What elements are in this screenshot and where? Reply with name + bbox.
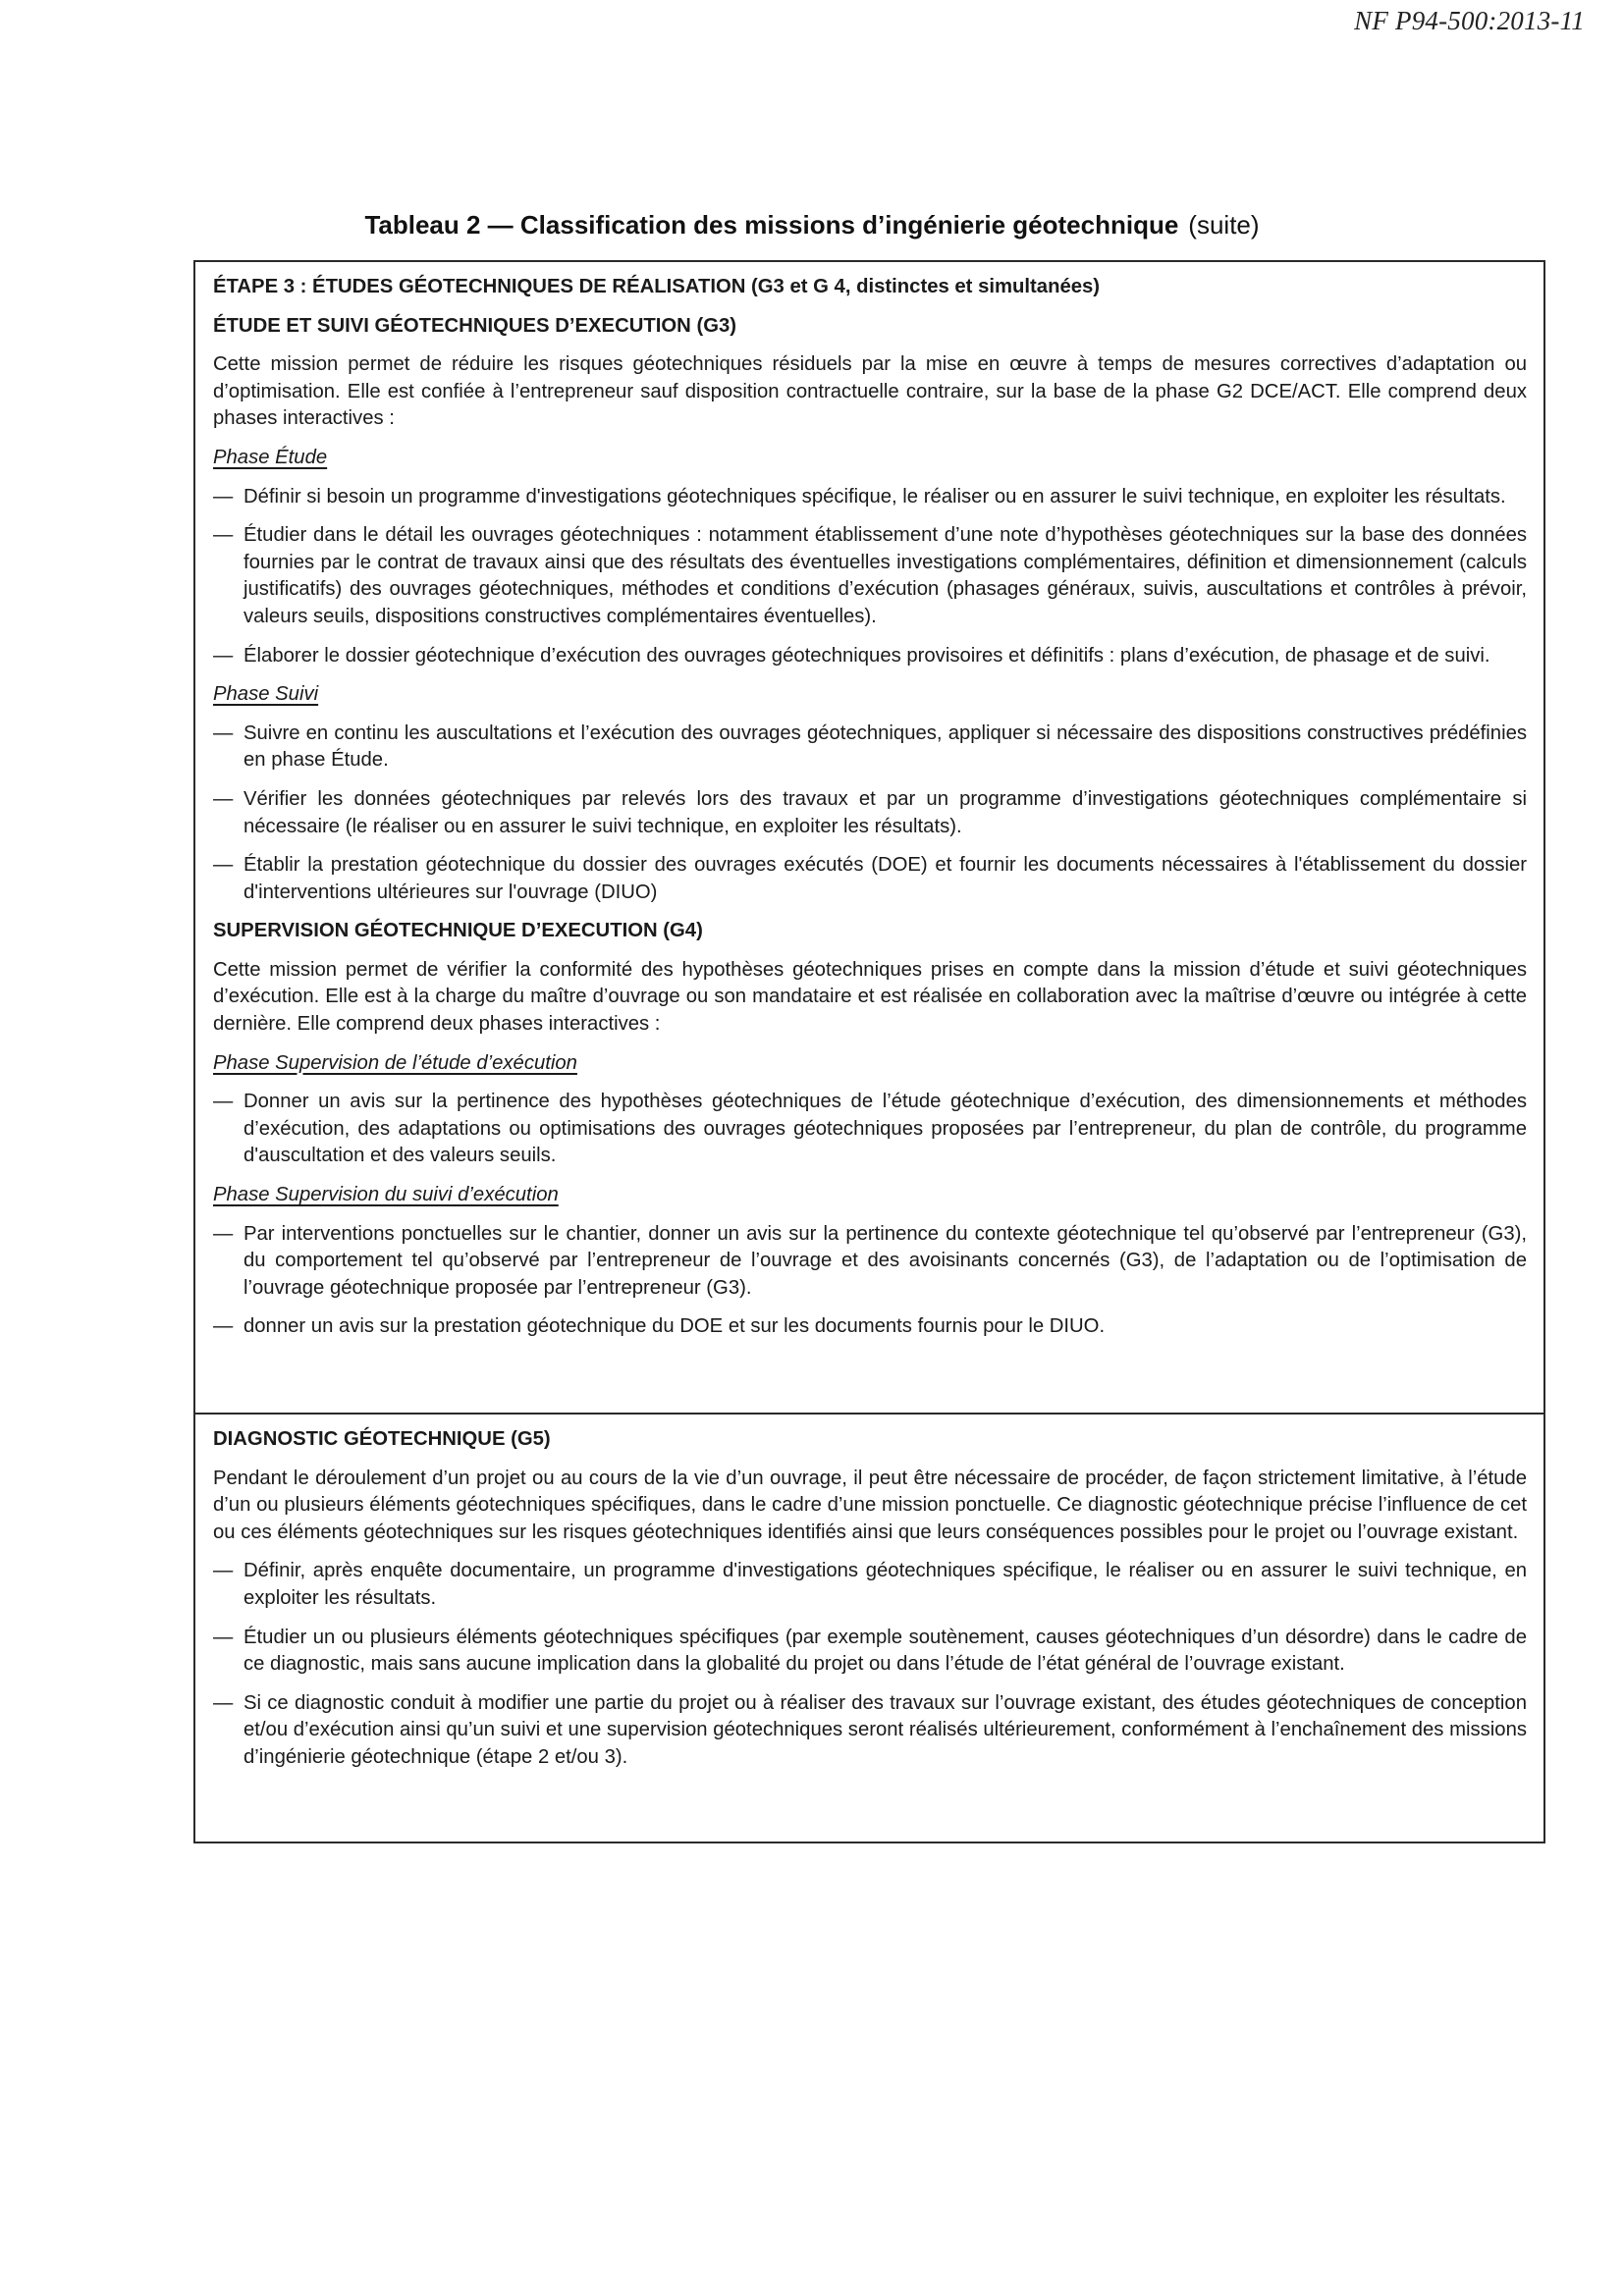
list-item: — Suivre en continu les auscultations et l’exécution des ouvrages géotechniques, appliquer si nécessaire des dispositions constructives prédéfinies en phase Étude. (213, 721, 1527, 772)
missions-table (193, 260, 1545, 1843)
bullet-dash: — (213, 1091, 234, 1113)
list-item: — Vérifier les données géotechniques par relevés lors des travaux et par un programme d’investigations géotechniques complémentaire si nécessaire (le réaliser ou en assurer le suivi technique, en exploiter les résultats). (213, 787, 1527, 837)
document-reference: NF P94-500:2013-11 (1354, 6, 1585, 35)
phase-etude-label: Phase Étude (213, 446, 328, 468)
g3-intro: Cette mission permet de réduire les risques géotechniques résiduels par la mise en œuvre à temps de mesures correctives d’adaptation ou d’optimisation. Elle est confiée à l’entrepreneur sauf disposition contractuelle contraire, sur la base de la phase G2 DCE/ACT. Elle comprend deux phases interactives : (213, 353, 1527, 430)
g5-heading: DIAGNOSTIC GÉOTECHNIQUE (G5) (213, 1428, 551, 1450)
step-heading: ÉTAPE 3 : ÉTUDES GÉOTECHNIQUES DE RÉALISATION (G3 et G 4, distinctes et simultanées) (213, 276, 1101, 297)
table-title-suffix: (suite) (1188, 210, 1260, 240)
bullet-dash: — (213, 1315, 234, 1338)
phase-suivi-label: Phase Suivi (213, 683, 319, 706)
bullet-dash: — (213, 787, 234, 810)
list-item: — donner un avis sur la prestation géotechnique du DOE et sur les documents fournis pour le DIUO. (213, 1313, 1527, 1341)
bullet-dash: — (213, 1626, 234, 1648)
table-cell-etape-3 (195, 262, 1543, 1413)
g5-intro: Pendant le déroulement d’un projet ou au cours de la vie d’un ouvrage, il peut être nécessaire de procéder, de façon strictement limitative, à l’étude d’un ou plusieurs éléments géotechniques spécifiques, dans le cadre d’une mission ponctuelle. Ce diagnostic géotechnique précise l’influence de cet ou ces éléments géotechniques sur les risques géotechniques identifiés ainsi que leurs conséquences possibles pour le projet ou l’ouvrage existant. (213, 1467, 1527, 1543)
table-title (0, 210, 1624, 240)
list-item: — Établir la prestation géotechnique du dossier des ouvrages exécutés (DOE) et fournir les documents nécessaires à l'établissement du dossier d'interventions ultérieures sur l'ouvrage (DIUO) (213, 854, 1527, 903)
g4-heading: SUPERVISION GÉOTECHNIQUE D’EXECUTION (G4) (213, 920, 703, 942)
phase-supervision-etude-label: Phase Supervision de l’étude d’exécution (213, 1051, 577, 1074)
bullet-dash: — (213, 644, 234, 667)
bullet-dash: — (213, 485, 234, 507)
bullet-dash: — (213, 854, 234, 877)
table-cell-g5 (195, 1413, 1543, 1842)
g4-intro: Cette mission permet de vérifier la conformité des hypothèses géotechniques prises en compte dans la mission d’étude et suivi géotechniques d’exécution. Elle est à la charge du maître d’ouvrage ou son mandataire et est réalisée en collaboration avec la maîtrise d’œuvre ou intégrée à cette dernière. Elle comprend deux phases interactives : (213, 958, 1527, 1036)
bullet-dash: — (213, 721, 234, 744)
bullet-dash: — (213, 1691, 234, 1714)
list-item: — Étudier un ou plusieurs éléments géotechniques spécifiques (par exemple soutènement, causes géotechniques d’un désordre) dans le cadre de ce diagnostic, mais sans aucune implication dans la globalité du projet ou dans l’étude de l’état général de l’ouvrage existant. (213, 1626, 1527, 1676)
g3-heading: ÉTUDE ET SUIVI GÉOTECHNIQUES D’EXECUTION (G3) (213, 314, 737, 337)
list-item: — Définir, après enquête documentaire, un programme d'investigations géotechniques spécifique, le réaliser ou en assurer le suivi technique, en exploiter les résultats. (213, 1560, 1527, 1609)
bullet-dash: — (213, 1560, 234, 1582)
list-item: — Si ce diagnostic conduit à modifier une partie du projet ou à réaliser des travaux sur l’ouvrage existant, des études géotechniques de conception et/ou d’exécution ainsi qu’un suivi et une supervision géotechniques seront réalisés ultérieurement, conformément à l’enchaînement des missions d’ingénierie géotechnique (étape 2 et/ou 3). (213, 1691, 1527, 1768)
list-item: — Donner un avis sur la pertinence des hypothèses géotechniques de l’étude géotechnique d’exécution, des dimensionnements et méthodes d’exécution, des adaptations ou optimisations des ouvrages géotechniques proposées par l’entrepreneur, du plan de contrôle, du programme d'auscultation et des valeurs seuils. (213, 1091, 1527, 1167)
table-title-main: Tableau 2 — Classification des missions d’ingénierie géotechnique (364, 210, 1179, 240)
bullet-dash: — (213, 524, 234, 547)
list-item: — Élaborer le dossier géotechnique d’exécution des ouvrages géotechniques provisoires et définitifs : plans d’exécution, de phasage et de suivi. (213, 643, 1527, 670)
list-item: — Étudier dans le détail les ouvrages géotechniques : notamment établissement d’une note d’hypothèses géotechniques sur la base des données fournies par le contrat de travaux ainsi que des résultats des éventuelles investigations complémentaires, définition et dimensionnement (calculs justificatifs) des ouvrages géotechniques, méthodes et conditions d’exécution (phasages généraux, suivis, auscultations et contrôles à prévoir, valeurs seuils, dispositions constructives complémentaires éventuelles). (213, 524, 1527, 627)
list-item: — Par interventions ponctuelles sur le chantier, donner un avis sur la pertinence du contexte géotechnique tel qu’observé par l’entrepreneur (G3), du comportement tel qu’observé par l’entrepreneur de l’ouvrage et des avoisinants concernés (G3), de l’adaptation ou de l’optimisation de l’ouvrage géotechnique proposée par l’entrepreneur (G3). (213, 1222, 1527, 1299)
phase-supervision-suivi-label: Phase Supervision du suivi d’exécution (213, 1184, 559, 1206)
list-item: — Définir si besoin un programme d'investigations géotechniques spécifique, le réaliser ou en assurer le suivi technique, en exploiter les résultats. (213, 484, 1527, 511)
bullet-dash: — (213, 1222, 234, 1245)
